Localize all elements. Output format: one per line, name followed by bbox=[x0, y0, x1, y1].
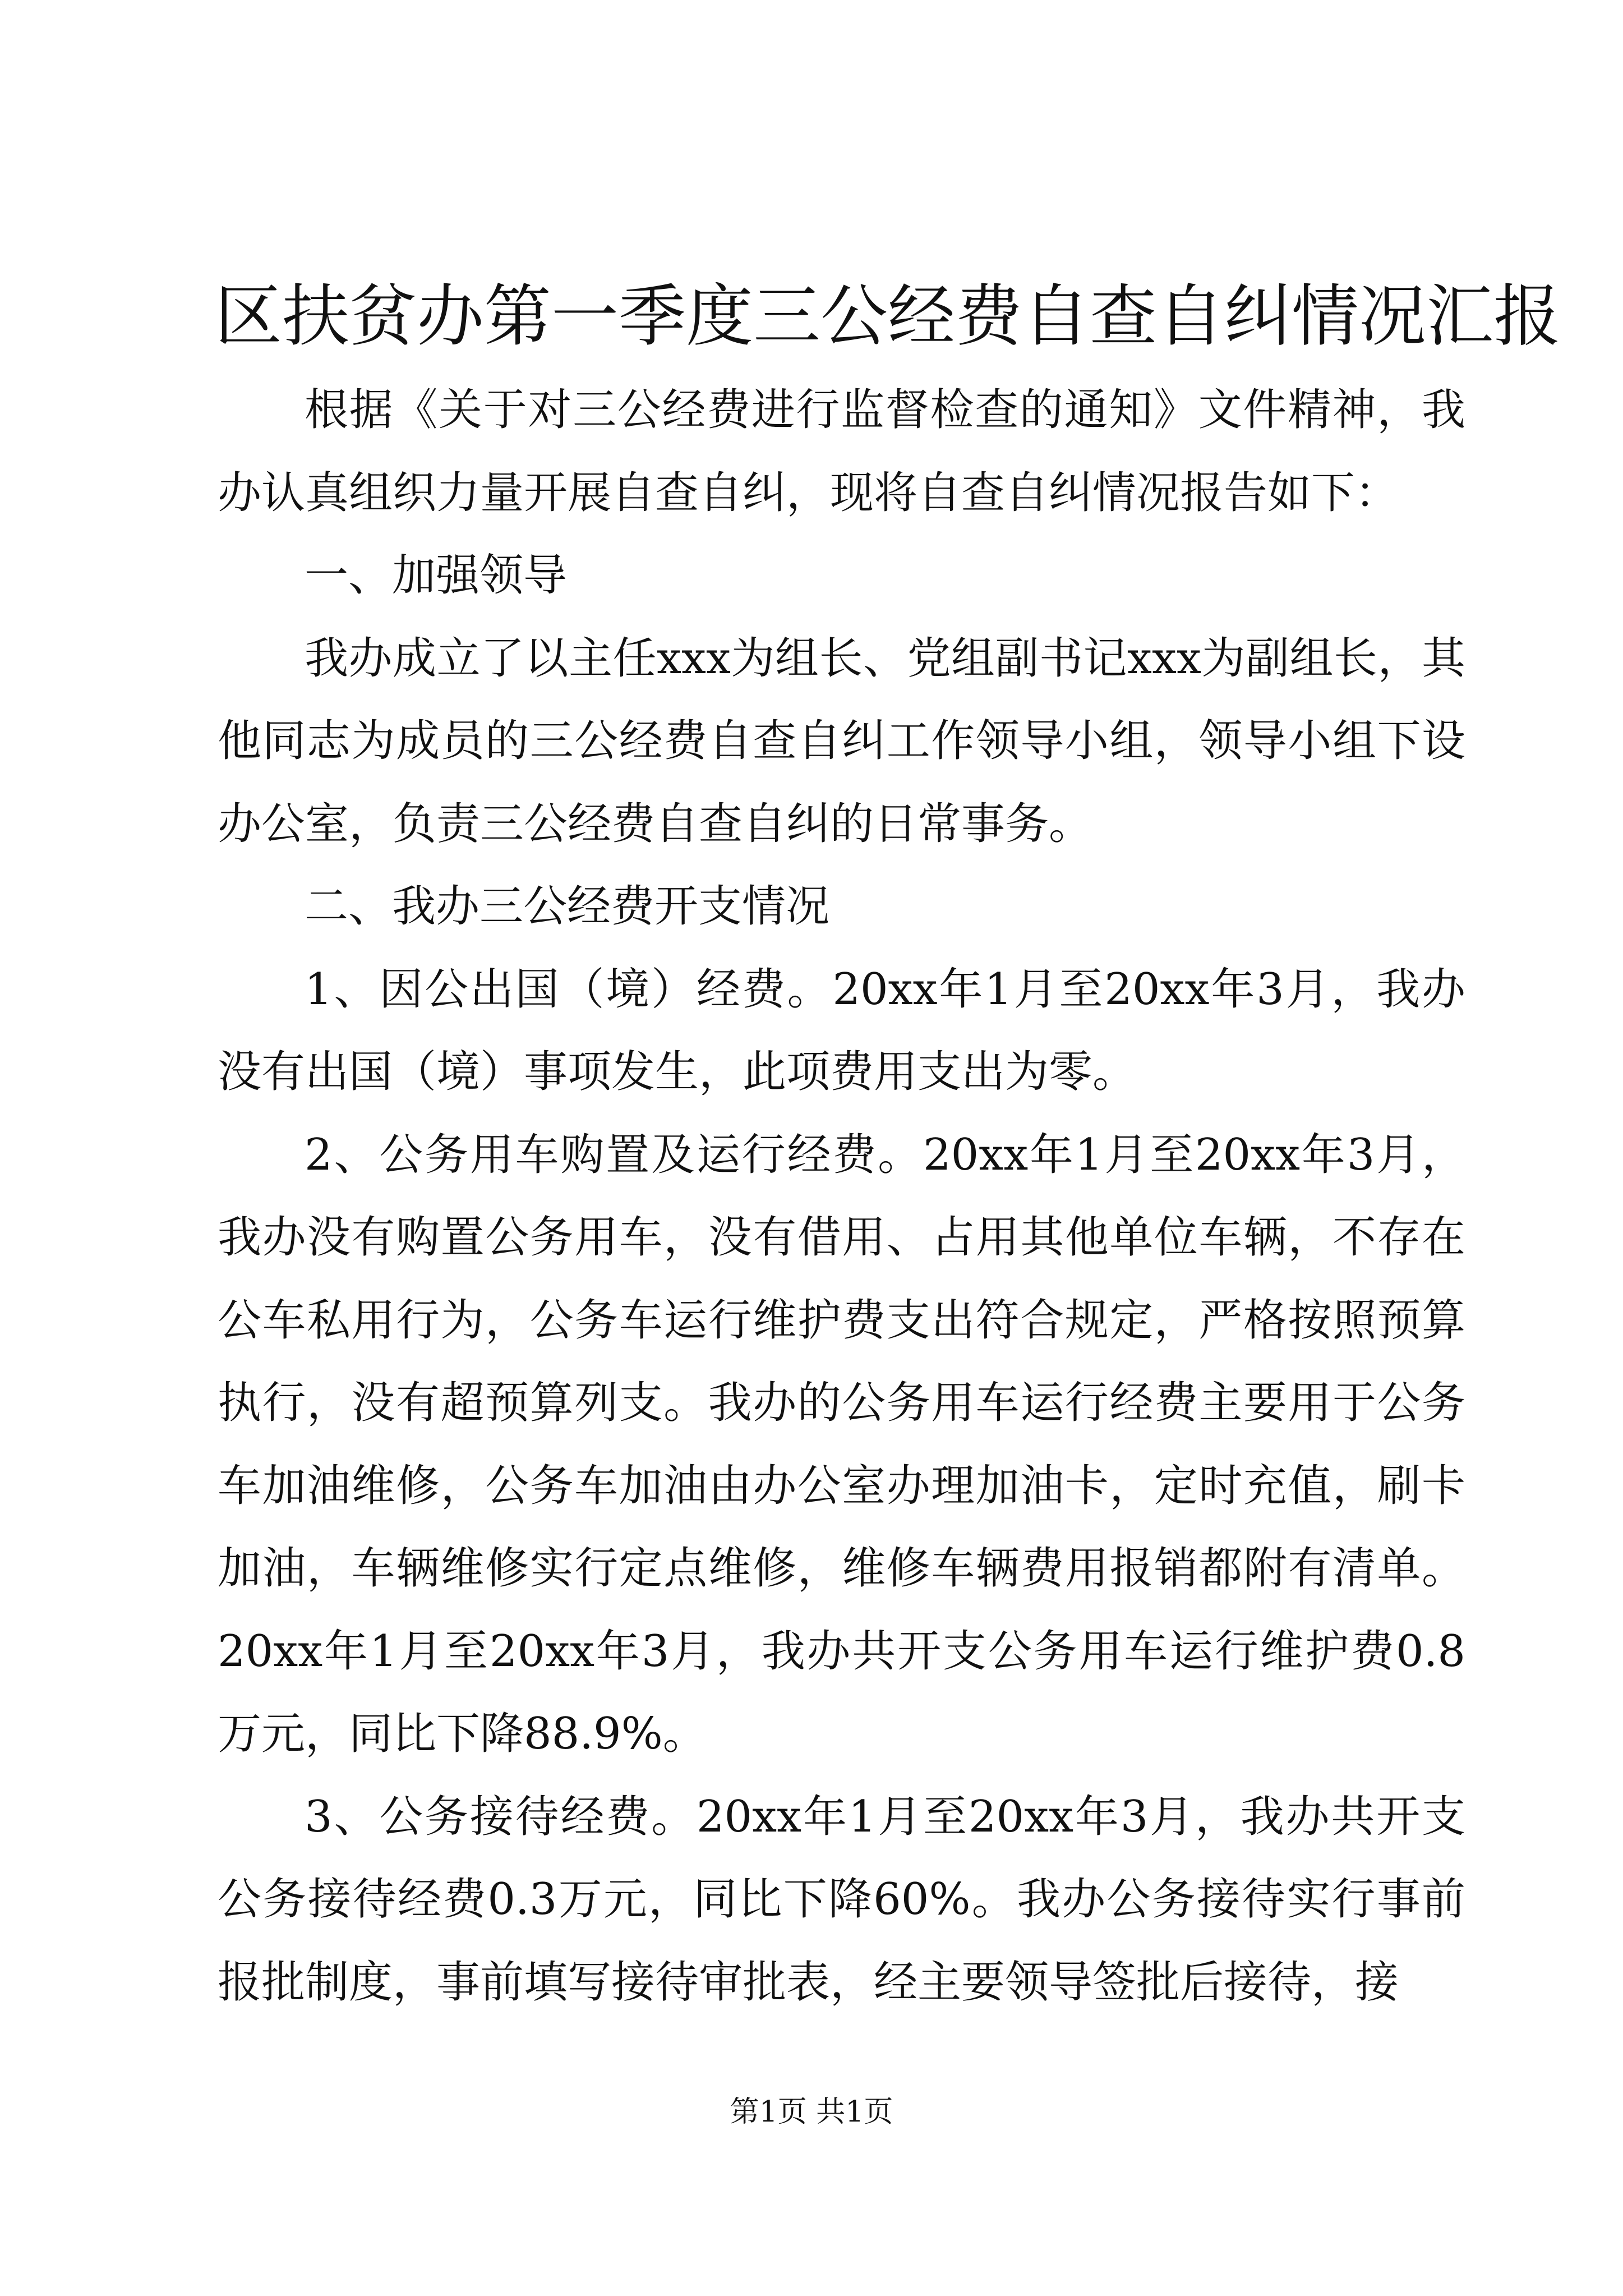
paragraph-leadership: 我办成立了以主任xxx为组长、党组副书记xxx为副组长，其他同志为成员的三公经费自查自纠工作领导小组，领导小组下设办公室，负责三公经费自查自纠的日常事务。 bbox=[218, 633, 1465, 849]
page-footer: 第1页 共1页 bbox=[730, 2095, 893, 2129]
paragraph-intro: 根据《关于对三公经费进行监督检查的通知》文件精神，我办认真组织力量开展自查自纠，现将自查自纠情况报告如下： bbox=[218, 385, 1465, 518]
section-heading-2: 二、我办三公经费开支情况 bbox=[305, 881, 830, 932]
paragraph-overseas-expenses: 1、因公出国（境）经费。20xx年1月至20xx年3月，我办没有出国（境）事项发生，此项费用支出为零。 bbox=[218, 964, 1465, 1097]
paragraph-reception-expenses: 3、公务接待经费。20xx年1月至20xx年3月，我办共开支公务接待经费0.3万元，同比下降60%。我办公务接待实行事前报批制度，事前填写接待审批表，经主要领导签批后接待，接 bbox=[218, 1791, 1465, 2008]
document-title: 区扶贫办第一季度三公经费自查自纠情况汇报 bbox=[215, 278, 1561, 356]
document-body bbox=[218, 369, 1465, 2024]
paragraph-vehicle-expenses: 2、公务用车购置及运行经费。20xx年1月至20xx年3月，我办没有购置公务用车，没有借用、占用其他单位车辆，不存在公车私用行为，公务车运行维护费支出符合规定，严格按照预算执行，没有超预算列支。我办的公务用车运行经费主要用于公务车加油维修，公务车加油由办公室办理加油卡，定时充值，刷卡加油，车辆维修实行定点维修，维修车辆费用报销都附有清单。20xx年1月至20xx年3月，我办共开支公务用车运行维护费0.8万元，同比下降88.9%。 bbox=[218, 1129, 1465, 1759]
section-heading-1: 一、加强领导 bbox=[305, 550, 568, 601]
